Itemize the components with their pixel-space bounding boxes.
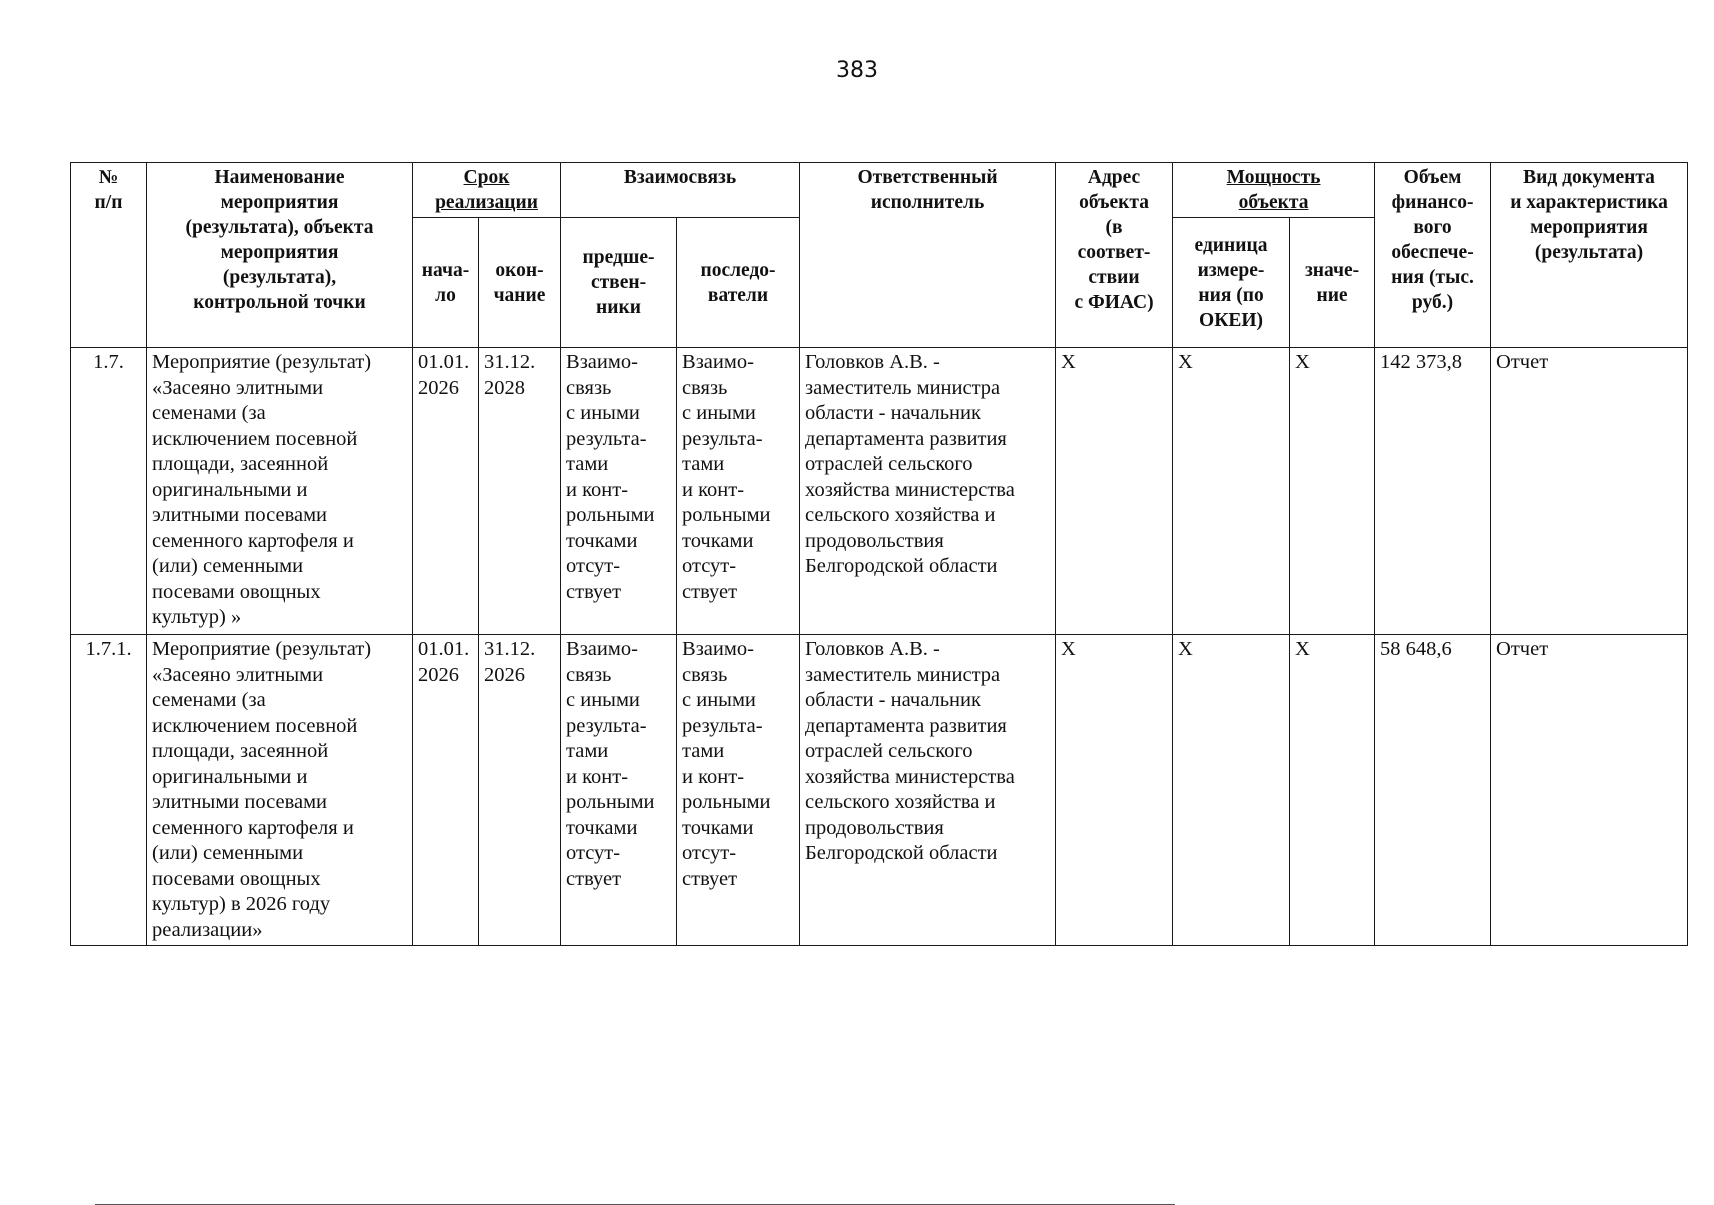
header-link-next: последо- ватели (677, 218, 800, 348)
table-row (71, 635, 1688, 946)
row-num: 1.7. (71, 348, 147, 635)
row-start: 01.01. 2026 (413, 635, 479, 946)
header-doc: Вид документа и характеристика мероприятия (результата) (1491, 163, 1688, 348)
row-responsible: Головков А.В. - заместитель министра области - начальник департамента развития отраслей сельского хозяйства министерства сельского хозяйства и продовольствия Белгородской области (800, 635, 1056, 946)
row-next: Взаимо- связь с иными результа- тами и конт- рольными точками отсут- ствует (677, 348, 800, 635)
header-capacity-value: значе- ние (1290, 218, 1375, 348)
row-prev: Взаимо- связь с иными результа- тами и конт- рольными точками отсут- ствует (561, 635, 677, 946)
row-num: 1.7.1. (71, 635, 147, 946)
row-unit: X (1173, 635, 1290, 946)
activities-table (70, 162, 1688, 946)
header-address: Адрес объекта (в соответ- ствии с ФИАС) (1056, 163, 1173, 348)
header-term-end: окон- чание (479, 218, 561, 348)
header-term-label: Срок реализации (435, 167, 538, 213)
header-link: Взаимосвязь (561, 163, 800, 218)
header-capacity (1173, 163, 1375, 218)
row-doc: Отчет (1491, 635, 1688, 946)
row-end: 31.12. 2026 (479, 635, 561, 946)
row-end: 31.12. 2028 (479, 348, 561, 635)
header-responsible: Ответственный исполнитель (800, 163, 1056, 348)
row-address: X (1056, 635, 1173, 946)
header-name: Наименование мероприятия (результата), объекта мероприятия (результата), контрольной точки (147, 163, 413, 348)
table-header-row (71, 163, 1688, 218)
header-term (413, 163, 561, 218)
header-funding: Объем финансо- вого обеспече- ния (тыс. руб.) (1375, 163, 1491, 348)
row-funding: 142 373,8 (1375, 348, 1491, 635)
row-address: X (1056, 348, 1173, 635)
header-term-start: нача- ло (413, 218, 479, 348)
row-unit: X (1173, 348, 1290, 635)
row-value: X (1290, 348, 1375, 635)
header-num: № п/п (71, 163, 147, 348)
row-responsible: Головков А.В. - заместитель министра области - начальник департамента развития отраслей сельского хозяйства министерства сельского хозяйства и продовольствия Белгородской области (800, 348, 1056, 635)
row-funding: 58 648,6 (1375, 635, 1491, 946)
header-capacity-label: Мощность объекта (1226, 167, 1321, 213)
row-prev: Взаимо- связь с иными результа- тами и конт- рольными точками отсут- ствует (561, 348, 677, 635)
page-number: 383 (836, 58, 878, 83)
header-link-prev: предше- ствен- ники (561, 218, 677, 348)
row-start: 01.01. 2026 (413, 348, 479, 635)
row-value: X (1290, 635, 1375, 946)
table-row (71, 348, 1688, 635)
row-doc: Отчет (1491, 348, 1688, 635)
row-name: Мероприятие (результат) «Засеяно элитными семенами (за исключением посевной площади, засеянной оригинальными и элитными посевами семенного картофеля и (или) семенными посевами овощных культур) » (147, 348, 413, 635)
header-capacity-unit: единица измере- ния (по ОКЕИ) (1173, 218, 1290, 348)
row-next: Взаимо- связь с иными результа- тами и конт- рольными точками отсут- ствует (677, 635, 800, 946)
row-name: Мероприятие (результат) «Засеяно элитными семенами (за исключением посевной площади, засеянной оригинальными и элитными посевами семенного картофеля и (или) семенными посевами овощных культур) в 2026 году реализации» (147, 635, 413, 946)
